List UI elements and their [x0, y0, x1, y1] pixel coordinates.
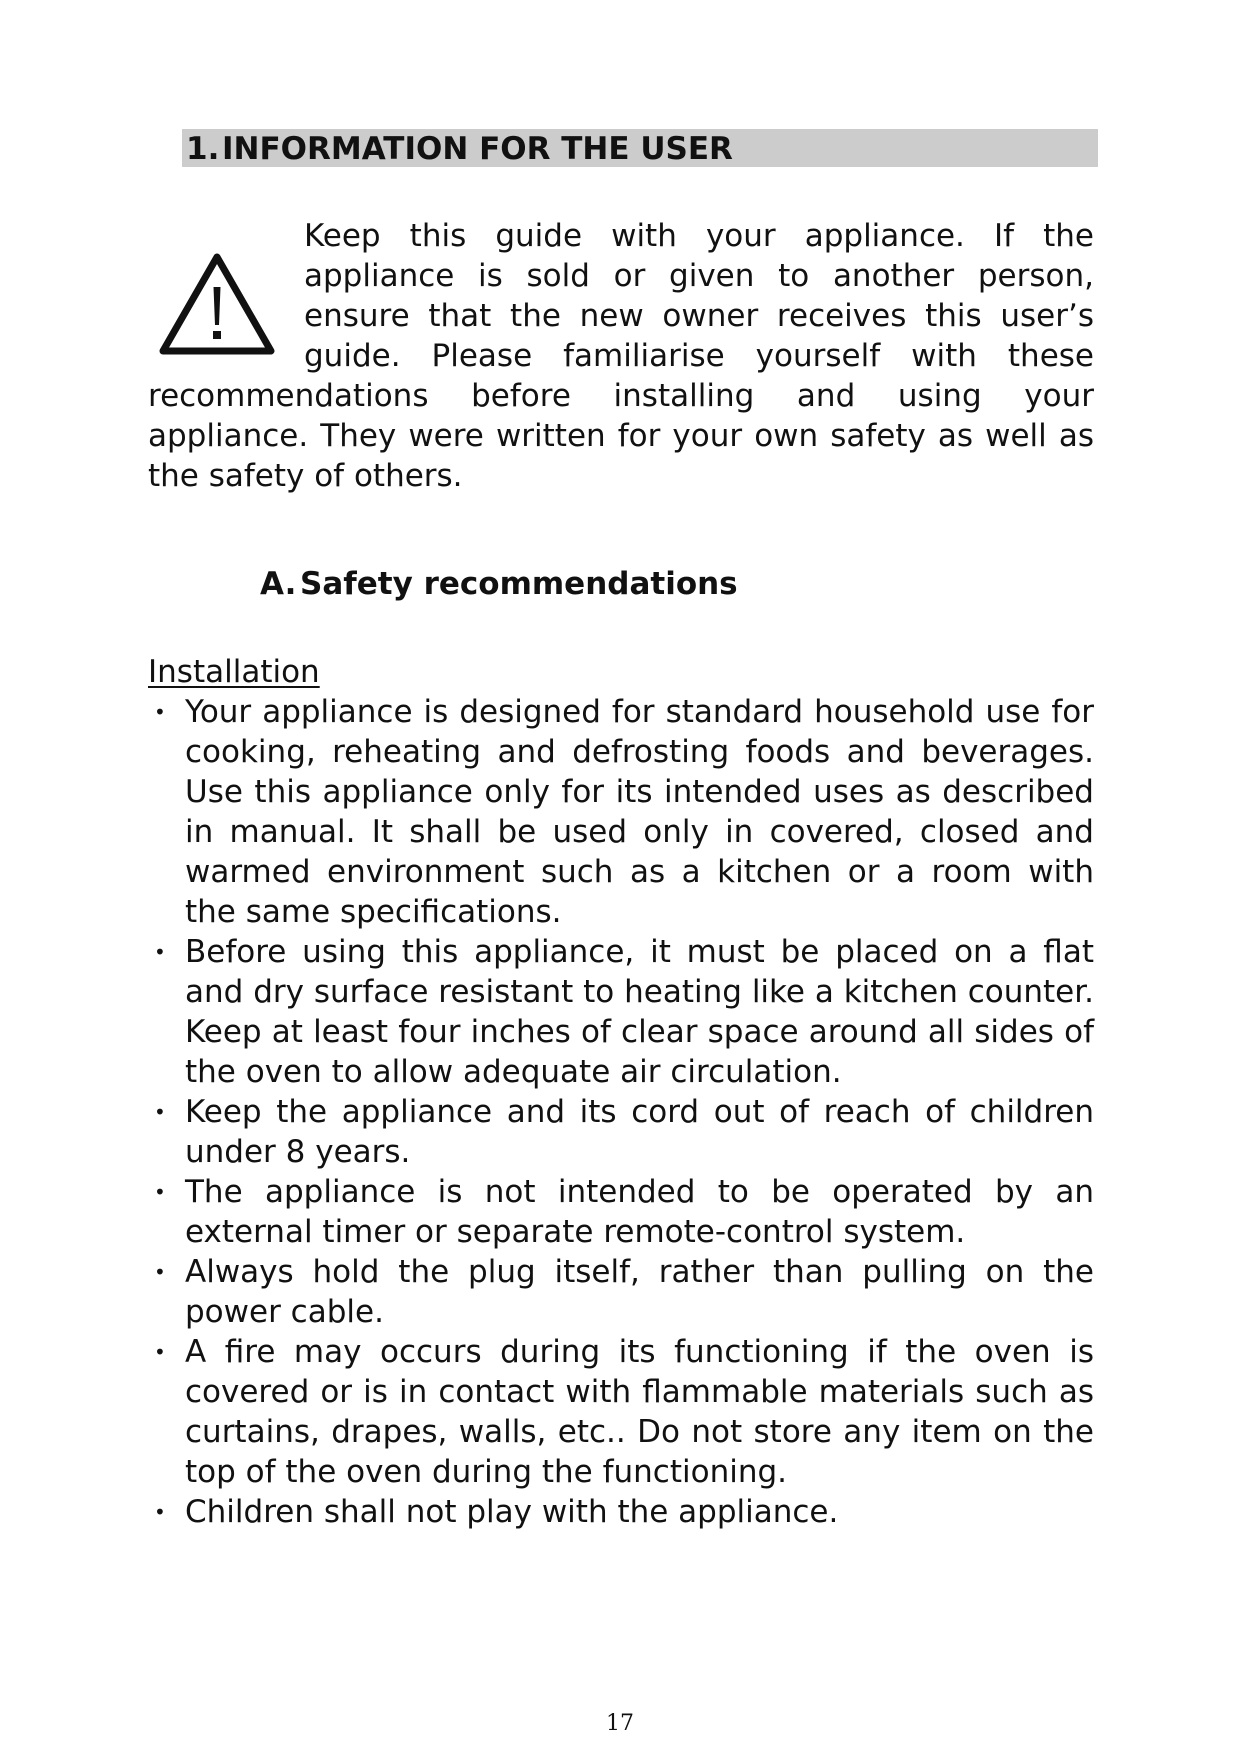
section-title: INFORMATION FOR THE USER	[222, 131, 733, 167]
bullet-icon: •	[154, 1180, 166, 1204]
bullet-icon: •	[154, 1500, 166, 1524]
installation-bullet-list	[148, 692, 1094, 1532]
bullet-icon: •	[154, 1340, 166, 1364]
list-item: • Always hold the plug itself, rather than pulling on the power cable.	[154, 1254, 1094, 1330]
section-number: 1.	[186, 131, 220, 167]
bullet-icon: •	[154, 700, 166, 724]
page-number: 17	[606, 1711, 634, 1736]
list-item: • The appliance is not intended to be operated by an external timer or separate remote-control system.	[154, 1174, 1094, 1250]
list-item: • Children shall not play with the appliance.	[154, 1494, 839, 1530]
list-item: • Before using this appliance, it must be placed on a flat and dry surface resistant to heating like a kitchen counter. Keep at least four inches of clear space around all sides of the oven to allow adequate air circulation.	[154, 934, 1094, 1090]
bullet-icon: •	[154, 940, 166, 964]
list-item: • Your appliance is designed for standard household use for cooking, reheating and defrosting foods and beverages. Use this appliance only for its intended uses as described in manual. It shall be used only in covered, closed and warmed environment such as a kitchen or a room with the same specifications.	[154, 694, 1094, 930]
bullet-icon: •	[154, 1100, 166, 1124]
intro-paragraph	[148, 216, 1094, 496]
subsection-header	[260, 564, 738, 604]
installation-heading: Installation	[148, 654, 320, 690]
intro-text: Keep this guide with your appliance. If the appliance is sold or given to another person, ensure that the new owner receives this user’s guide. Please familiarise yourself with these recommendations before installing and using your appliance. They were written for your own safety as well as the safety of others.	[148, 218, 1094, 494]
subsection-title: Safety recommendations	[300, 566, 738, 602]
bullet-icon: •	[154, 1260, 166, 1284]
list-item: • Keep the appliance and its cord out of reach of children under 8 years.	[154, 1094, 1094, 1170]
subsection-letter: A.	[260, 566, 297, 602]
list-item: • A fire may occurs during its functioning if the oven is covered or is in contact with flammable materials such as curtains, drapes, walls, etc.. Do not store any item on the top of the oven during the functioning.	[154, 1334, 1094, 1490]
section-header	[182, 129, 1098, 167]
